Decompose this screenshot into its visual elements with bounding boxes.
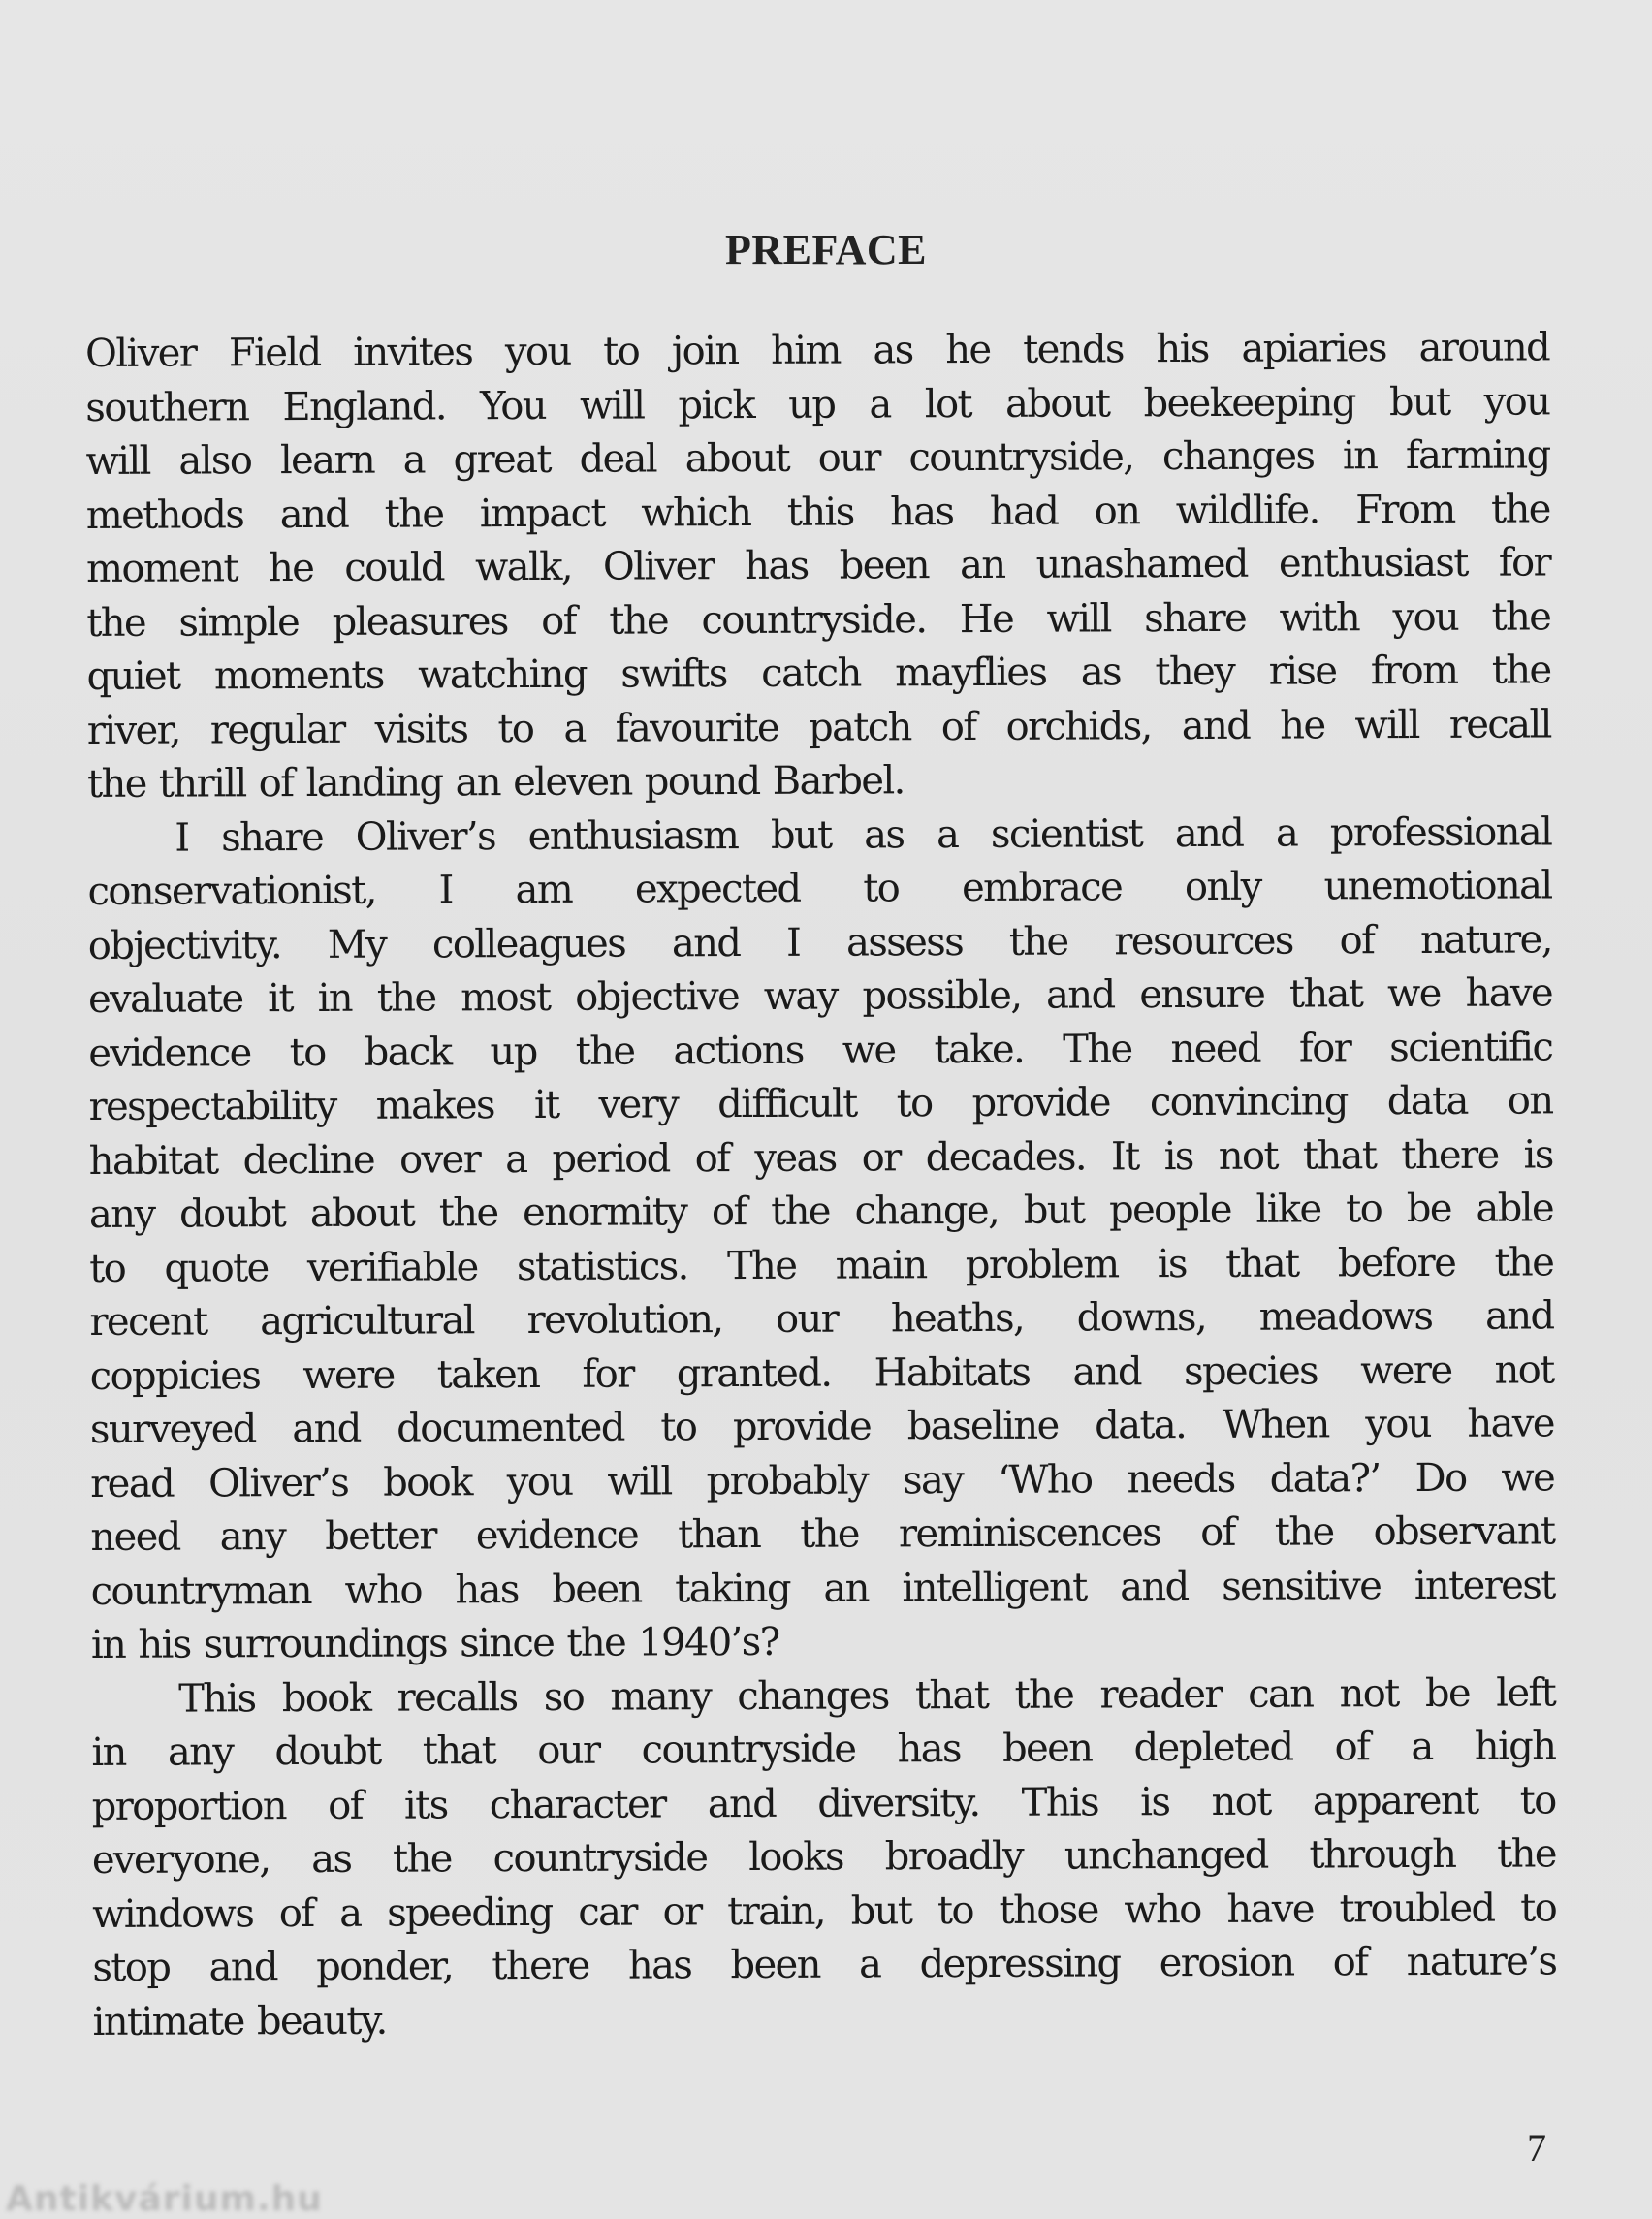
text-line: in any doubt that our countryside has been depleted of a high xyxy=(91,1724,1556,1775)
text-line: methods and the impact which this has had on wildlife. From the xyxy=(85,486,1550,538)
paragraph-3 xyxy=(91,1666,1557,2049)
page-title: PREFACE xyxy=(724,226,927,273)
text-line: read Oliver’s book you will probably say ‘Who needs data?’ Do we xyxy=(90,1454,1555,1506)
text-line: countryman who has been taking an intelligent and sensitive interest xyxy=(90,1562,1555,1614)
text-line: conservationist, I am expected to embrace only unemotional xyxy=(87,863,1552,914)
text-line: intimate beauty. xyxy=(92,1998,387,2045)
paragraph-1 xyxy=(85,321,1551,811)
text-line: southern England. You will pick up a lot about beekeeping but you xyxy=(85,378,1550,430)
text-line: everyone, as the countryside looks broadly unchanged through the xyxy=(91,1831,1556,1883)
text-line: stop and ponder, there has been a depressing erosion of nature’s xyxy=(92,1939,1557,1990)
text-line: river, regular visits to a favourite patch of orchids, and he will recall xyxy=(86,701,1551,753)
text-line: proportion of its character and diversity. This is not apparent to xyxy=(91,1777,1556,1829)
text-line: quiet moments watching swifts catch mayflies as they rise from the xyxy=(86,648,1551,699)
text-line: need any better evidence than the reminiscences of the observant xyxy=(90,1508,1555,1560)
page-number: 7 xyxy=(1527,2126,1546,2170)
text-line: surveyed and documented to provide baseline data. When you have xyxy=(89,1401,1555,1452)
text-line: evidence to back up the actions we take. The need for scientific xyxy=(88,1024,1553,1076)
preface-body xyxy=(85,321,1557,2049)
text-line: moment he could walk, Oliver has been an unashamed enthusiast for xyxy=(85,540,1551,591)
text-line: any doubt about the enormity of the change, but people like to be able xyxy=(88,1186,1554,1237)
text-line: evaluate it in the most objective way possible, and ensure that we have xyxy=(87,970,1553,1022)
text-line: coppicies were taken for granted. Habitats and species were not xyxy=(89,1347,1554,1399)
text-line: the thrill of landing an eleven pound Barbel. xyxy=(86,758,905,807)
text-line: respectability makes it very difficult to provide convincing data on xyxy=(88,1078,1553,1129)
text-line: recent agricultural revolution, our heaths, downs, meadows and xyxy=(89,1293,1554,1345)
text-line: will also learn a great deal about our countryside, changes in farming xyxy=(85,432,1550,484)
text-line: in his surroundings since the 1940’s? xyxy=(90,1619,779,1667)
text-line: windows of a speeding car or train, but to those who have troubled to xyxy=(92,1885,1557,1937)
text-line: habitat decline over a period of yeas or decades. It is not that there is xyxy=(88,1131,1553,1184)
text-line: objectivity. My colleagues and I assess the resources of nature, xyxy=(87,916,1552,968)
text-line: Oliver Field invites you to join him as he tends his apiaries around xyxy=(85,325,1550,376)
text-line: to quote verifiable statistics. The main problem is that before the xyxy=(89,1239,1554,1291)
text-line: I share Oliver’s enthusiasm but as a scientist and a professional xyxy=(175,808,1552,861)
text-line: This book recalls so many changes that the reader can not be left xyxy=(178,1669,1556,1722)
text-line: the simple pleasures of the countryside. He will share with you the xyxy=(86,593,1551,646)
paragraph-2 xyxy=(87,806,1555,1673)
watermark-text: Antikvárium.hu xyxy=(6,2179,323,2219)
